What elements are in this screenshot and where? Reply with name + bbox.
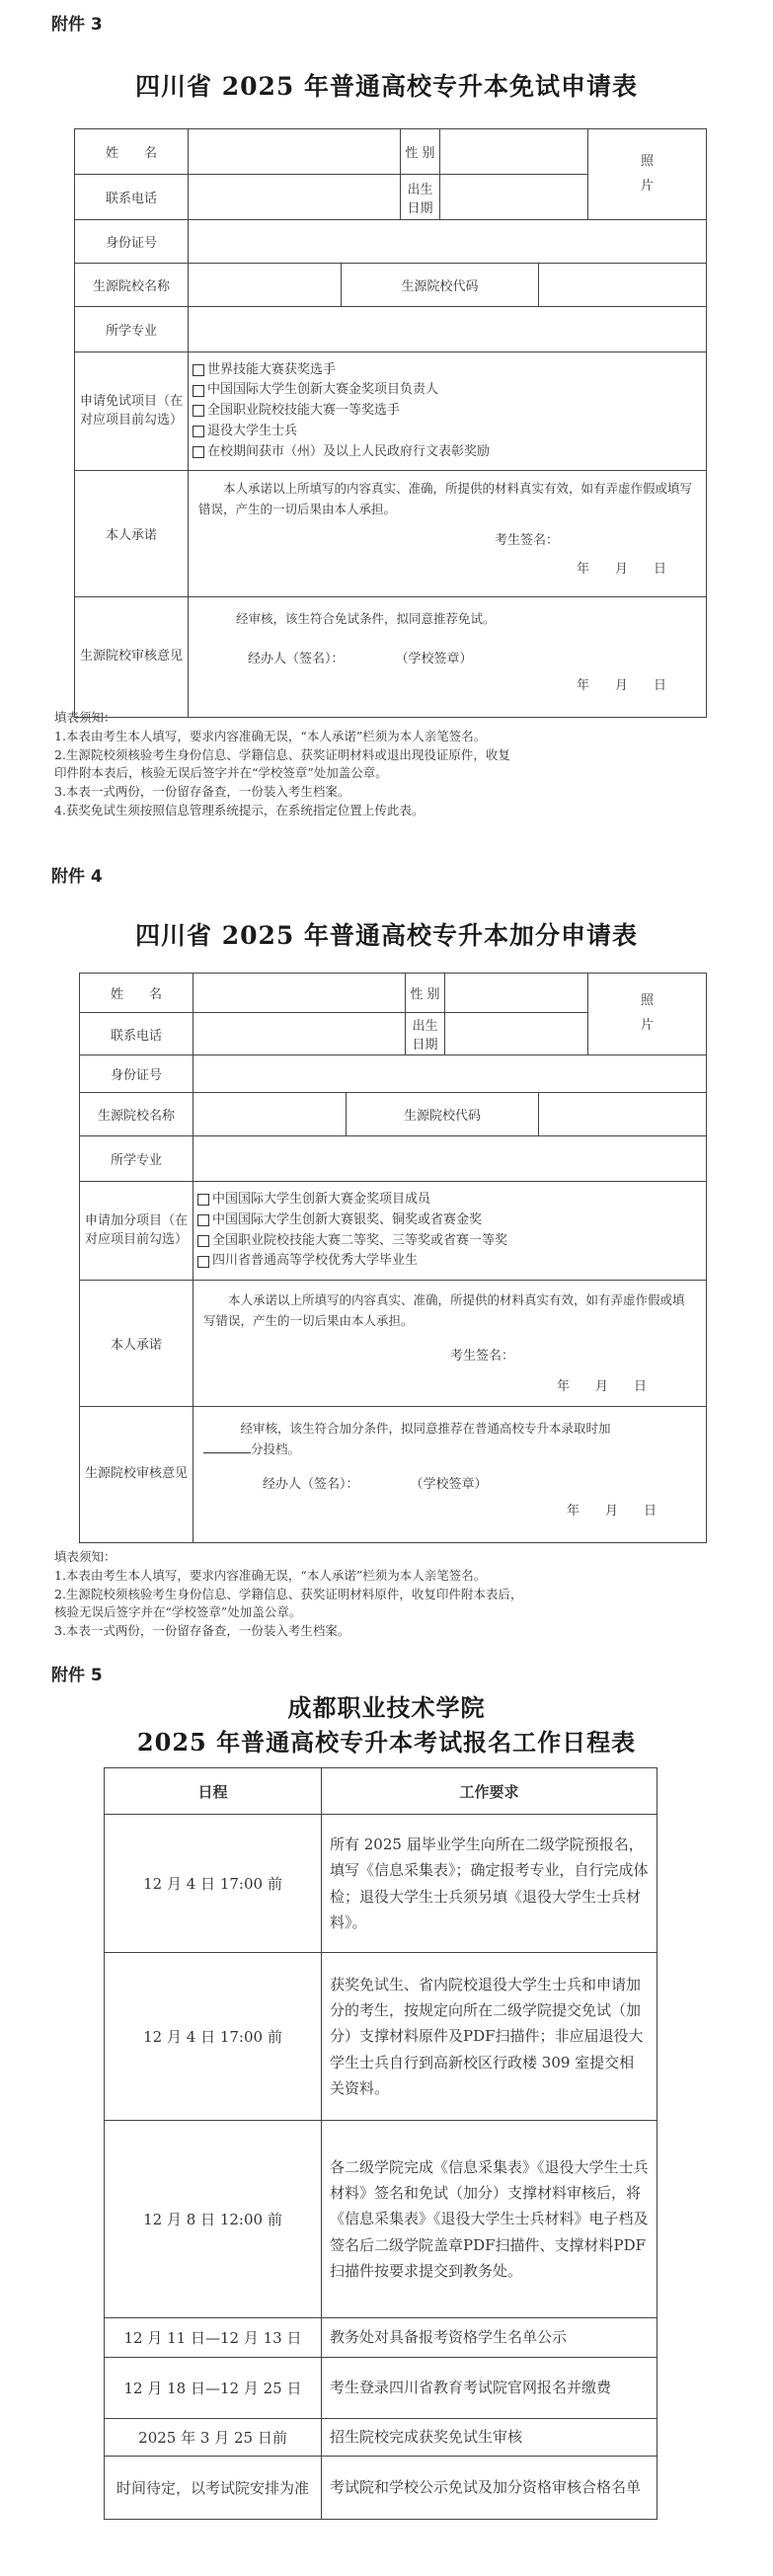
note-line: 印件附本表后，核验无误后签字并在“学校签章”处加盖公章。	[54, 765, 388, 781]
gender-label: 性 别	[406, 974, 445, 1013]
sign-label: 考生签名：	[495, 533, 560, 549]
school-label: 生源院校名称	[80, 1093, 193, 1136]
table-row	[105, 2121, 657, 2318]
review-date: 年 月 日	[566, 1504, 657, 1520]
attachment3-notes	[54, 709, 510, 820]
option-text: 中国国际大学生创新大赛金奖项目负责人	[207, 382, 439, 398]
birth-label: 出生日期	[401, 175, 440, 220]
req-cell: 各二级学院完成《信息采集表》《退役大学生士兵材料》签名和免试（加分）支撑材料审核后，将《信息采集表》《退役大学生士兵材料》电子档及签名后二级学院盖章PDF扫描件、支撑材料PDF扫描件按要求提交到教务处。	[322, 2121, 657, 2318]
review-text: 经审核，该生符合免试条件，拟同意推荐免试。	[236, 611, 496, 626]
bonus-form-table	[79, 973, 707, 1543]
option-item[interactable]	[193, 360, 702, 381]
req-cell: 教务处对具备报考资格学生名单公示	[322, 2318, 657, 2358]
checkbox-icon[interactable]	[197, 1235, 209, 1247]
attachment5-title-line2: 2025 年普通高校专升本考试报名工作日程表	[136, 1728, 637, 1756]
option-item[interactable]	[193, 380, 702, 401]
notes-title: 填表须知：	[54, 710, 116, 725]
birth-field[interactable]	[445, 1013, 588, 1055]
major-label: 所学专业	[80, 1136, 193, 1182]
option-text: 四川省普通高等学校优秀大学毕业生	[212, 1253, 419, 1269]
option-item[interactable]	[193, 442, 702, 463]
school-code-field[interactable]	[539, 1093, 707, 1136]
id-label: 身份证号	[80, 1055, 193, 1093]
name-label: 姓 名	[80, 974, 193, 1013]
checkbox-icon[interactable]	[193, 446, 204, 458]
major-label: 所学专业	[75, 307, 189, 352]
col-req-header: 工作要求	[322, 1768, 657, 1815]
review-label: 生源院校审核意见	[75, 597, 189, 718]
name-label: 姓 名	[75, 129, 189, 175]
date-cell: 12 月 18 日—12 月 25 日	[105, 2358, 322, 2419]
checkbox-icon[interactable]	[193, 385, 204, 397]
attachment3-title: 四川省 2025 年普通高校专升本免试申请表	[135, 72, 638, 101]
table-row	[105, 2318, 657, 2358]
bonus-points-blank[interactable]	[203, 1441, 251, 1453]
req-cell: 考试院和学校公示免试及加分资格审核合格名单	[322, 2457, 657, 2520]
checkbox-icon[interactable]	[197, 1214, 209, 1226]
date-cell: 12 月 4 日 17:00 前	[105, 1815, 322, 1953]
attachment4-notes	[54, 1548, 522, 1641]
checkbox-icon[interactable]	[193, 405, 204, 417]
birth-label: 出生日期	[406, 1013, 445, 1055]
req-cell: 获奖免试生、省内院校退役大学生士兵和申请加分的考生，按规定向所在二级学院提交免试（加分）支撑材料原件及PDF扫描件；非应届退役大学生士兵自行到高新校区行政楼 309 室提交相关资料。	[322, 1953, 657, 2121]
school-code-label: 生源院校代码	[347, 1093, 539, 1136]
note-line: 1.本表由考生本人填写，要求内容准确无误，“本人承诺”栏须为本人亲笔签名。	[54, 1567, 487, 1583]
phone-field[interactable]	[189, 175, 401, 220]
checkbox-icon[interactable]	[193, 426, 204, 437]
attachment4-title: 四川省 2025 年普通高校专升本加分申请表	[135, 921, 638, 950]
name-field[interactable]	[193, 974, 406, 1013]
option-text: 全国职业院校技能大赛二等奖、三等奖或省赛一等奖	[212, 1232, 508, 1248]
school-field[interactable]	[189, 264, 342, 307]
promise-label: 本人承诺	[75, 471, 189, 597]
attachment3-label: 附件 3	[51, 15, 103, 35]
id-field[interactable]	[193, 1055, 707, 1093]
school-label: 生源院校名称	[75, 264, 189, 307]
table-row	[105, 1953, 657, 2121]
date-cell: 12 月 11 日—12 月 13 日	[105, 2318, 322, 2358]
option-text: 全国职业院校技能大赛一等奖选手	[207, 403, 401, 419]
option-item[interactable]	[193, 422, 702, 442]
photo-box	[588, 129, 707, 220]
option-text: 在校期间获市（州）及以上人民政府行文表彰奖励	[207, 443, 491, 459]
apply-label: 申请加分项目（在对应项目前勾选）	[80, 1182, 193, 1281]
review-text-2	[203, 1440, 696, 1460]
option-item[interactable]	[197, 1231, 702, 1252]
note-line: 1.本表由考生本人填写，要求内容准确无误，“本人承诺”栏须为本人亲笔签名。	[54, 728, 487, 743]
school-code-label: 生源院校代码	[342, 264, 539, 307]
phone-label: 联系电话	[75, 175, 189, 220]
date-text: 年 月 日	[576, 562, 666, 578]
table-row	[105, 2457, 657, 2520]
promise-text: 本人承诺以上所填写的内容真实、准确，所提供的材料真实有效，如有弄虚作假或填写错误，产生的一切后果由本人承担。	[198, 481, 693, 516]
photo-label-2: 片	[640, 1018, 654, 1033]
review-text-2-label: 分投档。	[251, 1441, 301, 1456]
option-text: 世界技能大赛获奖选手	[207, 361, 337, 377]
photo-label: 照	[640, 993, 654, 1009]
photo-label: 照	[640, 153, 654, 169]
col-date-header: 日程	[105, 1768, 322, 1815]
handler-text: 经办人（签名）： （学校签章）	[263, 1477, 488, 1493]
table-row	[105, 2419, 657, 2457]
review-text: 经审核，该生符合加分条件，拟同意推荐在普通高校专升本录取时加	[240, 1421, 611, 1436]
gender-label: 性 别	[401, 129, 440, 175]
review-label: 生源院校审核意见	[80, 1407, 193, 1543]
option-text: 中国国际大学生创新大赛金奖项目成员	[212, 1191, 431, 1207]
handler-text: 经办人（签名）： （学校签章）	[248, 651, 473, 666]
exemption-form-table	[74, 128, 707, 718]
major-field[interactable]	[189, 307, 707, 352]
photo-box	[588, 974, 707, 1055]
options-list	[189, 352, 707, 471]
school-code-field[interactable]	[539, 264, 707, 307]
option-item[interactable]	[197, 1210, 702, 1231]
id-label: 身份证号	[75, 220, 189, 264]
phone-field[interactable]	[193, 1013, 406, 1055]
notes-title: 填表须知：	[54, 1549, 116, 1564]
apply-label: 申请免试项目（在对应项目前勾选）	[75, 352, 189, 471]
school-field[interactable]	[193, 1093, 347, 1136]
table-row	[105, 1815, 657, 1953]
sign-label: 考生签名：	[450, 1349, 515, 1365]
gender-field[interactable]	[445, 974, 588, 1013]
phone-label: 联系电话	[80, 1013, 193, 1055]
note-line: 2.生源院校须核验考生身份信息、学籍信息、获奖证明材料或退出现役证原件，收复	[54, 746, 510, 762]
attachment5-title-line1: 成都职业技术学院	[287, 1693, 486, 1722]
birth-field[interactable]	[440, 175, 588, 220]
note-line: 核验无误后签字并在“学校签章”处加盖公章。	[54, 1604, 302, 1620]
note-line: 3.本表一式两份，一份留存备查，一份装入考生档案。	[54, 1623, 350, 1638]
photo-label-2: 片	[640, 178, 654, 194]
date-cell: 12 月 4 日 17:00 前	[105, 1953, 322, 2121]
req-cell: 招生院校完成获奖免试生审核	[322, 2419, 657, 2457]
note-line: 3.本表一式两份，一份留存备查，一份装入考生档案。	[54, 784, 350, 799]
gender-field[interactable]	[440, 129, 588, 175]
note-line: 2.生源院校须核验考生身份信息、学籍信息、获奖证明材料原件，收复印件附本表后，	[54, 1586, 523, 1601]
table-row	[105, 2358, 657, 2419]
option-item[interactable]	[193, 401, 702, 422]
major-field[interactable]	[193, 1136, 707, 1182]
req-cell: 所有 2025 届毕业学生向所在二级学院预报名，填写《信息采集表》；确定报考专业，自行完成体检；退役大学生士兵须另填《退役大学生士兵材料》。	[322, 1815, 657, 1953]
option-item[interactable]	[197, 1190, 702, 1210]
promise-text: 本人承诺以上所填写的内容真实、准确，所提供的材料真实有效，如有弄虚作假或填写错误，产生的一切后果由本人承担。	[203, 1292, 685, 1328]
checkbox-icon[interactable]	[197, 1194, 209, 1206]
date-cell: 12 月 8 日 12:00 前	[105, 2121, 322, 2318]
schedule-table	[104, 1767, 657, 2520]
attachment4-label: 附件 4	[51, 867, 103, 887]
id-field[interactable]	[189, 220, 707, 264]
req-cell: 考生登录四川省教育考试院官网报名并缴费	[322, 2358, 657, 2419]
attachment5-label: 附件 5	[51, 1666, 103, 1685]
date-cell: 2025 年 3 月 25 日前	[105, 2419, 322, 2457]
promise-label: 本人承诺	[80, 1281, 193, 1407]
options-list	[193, 1182, 707, 1281]
date-cell: 时间待定，以考试院安排为准	[105, 2457, 322, 2520]
date-text: 年 月 日	[556, 1379, 647, 1395]
name-field[interactable]	[189, 129, 401, 175]
checkbox-icon[interactable]	[197, 1256, 209, 1268]
note-line: 4.获奖免试生须按照信息管理系统提示，在系统指定位置上传此表。	[54, 802, 425, 818]
option-text: 中国国际大学生创新大赛银奖、铜奖或省赛金奖	[212, 1211, 483, 1227]
option-text: 退役大学生士兵	[207, 423, 298, 438]
review-date: 年 月 日	[576, 677, 666, 693]
option-item[interactable]	[197, 1251, 702, 1272]
checkbox-icon[interactable]	[193, 364, 204, 376]
